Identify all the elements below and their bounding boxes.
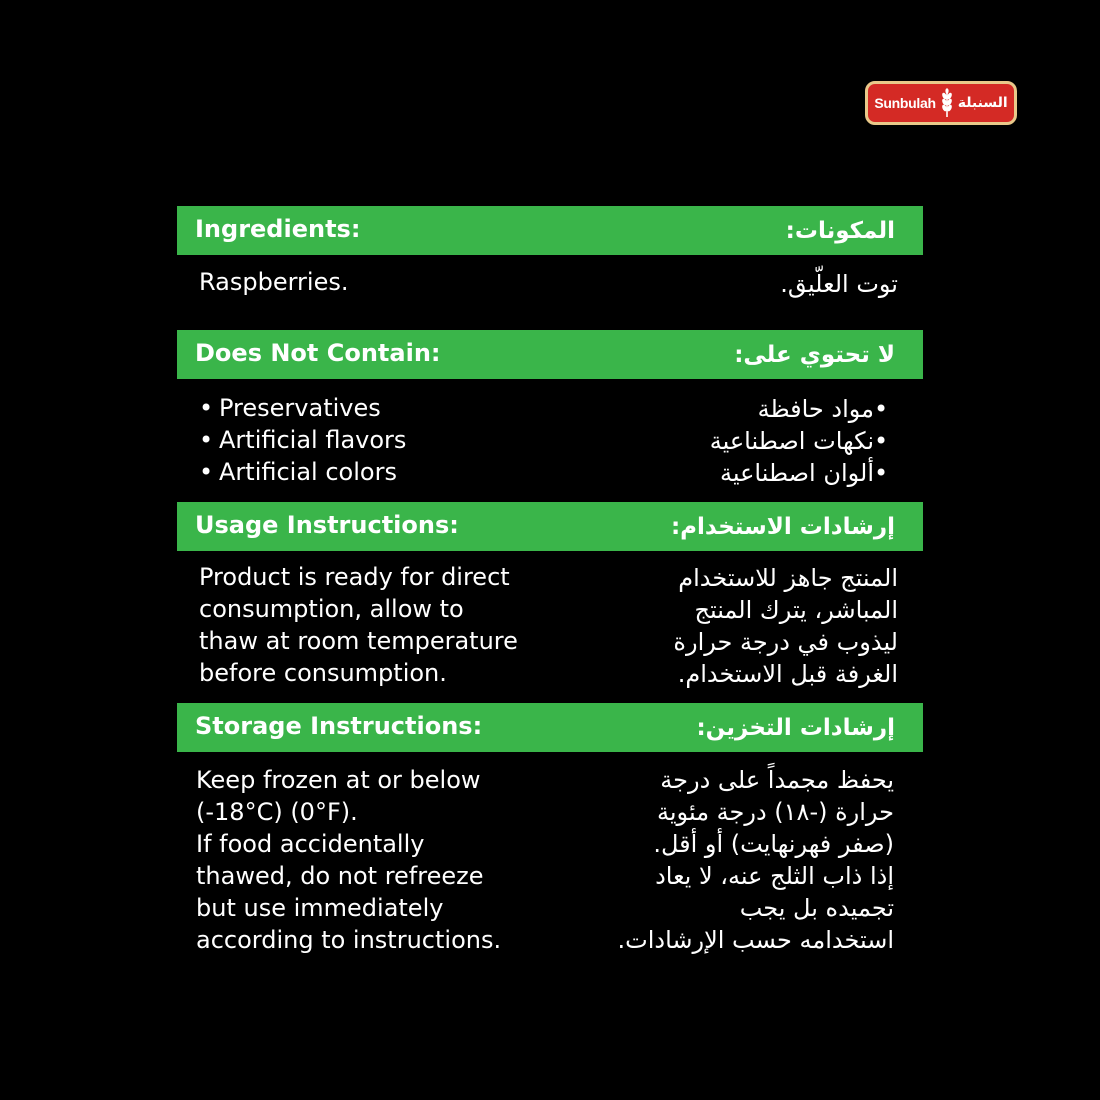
ingredients-title-en: Ingredients:	[195, 214, 361, 243]
ingredients-title-ar: المكونات:	[785, 217, 895, 244]
storage-line-en: but use immediately	[196, 894, 444, 922]
storage-line-ar: استخدامه حسب الإرشادات.	[617, 926, 894, 954]
usage-instructions-header	[177, 502, 923, 551]
usage-title-en: Usage Instructions:	[195, 510, 459, 539]
storage-line-en: according to instructions.	[196, 926, 502, 954]
ingredients-line-ar: توت العلّيق.	[780, 270, 898, 298]
usage-line-en: Product is ready for direct	[199, 563, 510, 591]
list-item: • Artificial flavors	[199, 424, 406, 456]
storage-line-ar: حرارة (-١٨) درجة مئوية	[657, 798, 894, 826]
ingredients-body-ar	[780, 268, 898, 300]
usage-line-ar: المباشر، يترك المنتج	[694, 596, 898, 624]
usage-line-ar: ليذوب في درجة حرارة	[673, 628, 898, 656]
storage-line-en: If food accidentally	[196, 830, 425, 858]
usage-body-en	[199, 561, 518, 689]
storage-body-ar	[617, 764, 894, 956]
storage-line-ar: (صفر فهرنهايت) أو أقل.	[653, 830, 894, 858]
usage-body-ar	[673, 562, 898, 690]
ingredients-body-en	[199, 266, 348, 298]
list-item: • Preservatives	[199, 392, 406, 424]
storage-line-ar: إذا ذاب الثلج عنه، لا يعاد	[655, 862, 894, 890]
list-item: • مواد حافظة	[710, 393, 894, 425]
usage-line-en: thaw at room temperature	[199, 627, 518, 655]
sunbulah-logo	[865, 81, 1017, 125]
list-item: • نكهات اصطناعية	[710, 425, 894, 457]
usage-title-ar: إرشادات الاستخدام:	[670, 513, 895, 540]
ingredients-header	[177, 206, 923, 255]
ingredients-line-en: Raspberries.	[199, 268, 349, 296]
does-not-contain-header	[177, 330, 923, 379]
usage-line-ar: المنتج جاهز للاستخدام	[678, 564, 898, 592]
does-not-contain-list-ar	[710, 393, 894, 489]
usage-line-en: before consumption.	[199, 659, 447, 687]
storage-line-ar: يحفظ مجمداً على درجة	[660, 766, 894, 794]
logo-text-en: Sunbulah	[874, 95, 936, 111]
storage-body-en	[196, 764, 501, 956]
list-item: • ألوان اصطناعية	[710, 457, 894, 489]
does-not-contain-title-en: Does Not Contain:	[195, 338, 441, 367]
storage-title-ar: إرشادات التخزين:	[696, 714, 895, 741]
does-not-contain-title-ar: لا تحتوي على:	[734, 341, 895, 368]
list-item: • Artificial colors	[199, 456, 406, 488]
logo-text-ar: السنبلة	[957, 95, 1008, 111]
does-not-contain-list-en	[199, 392, 406, 488]
usage-line-ar: الغرفة قبل الاستخدام.	[677, 660, 898, 688]
wheat-icon	[940, 88, 954, 118]
usage-line-en: consumption, allow to	[199, 595, 464, 623]
storage-line-en: (-18°C) (0°F).	[196, 798, 358, 826]
storage-instructions-header	[177, 703, 923, 752]
storage-line-en: Keep frozen at or below	[196, 766, 481, 794]
storage-line-en: thawed, do not refreeze	[196, 862, 484, 890]
storage-title-en: Storage Instructions:	[195, 711, 483, 740]
storage-line-ar: تجميده بل يجب	[739, 894, 894, 922]
